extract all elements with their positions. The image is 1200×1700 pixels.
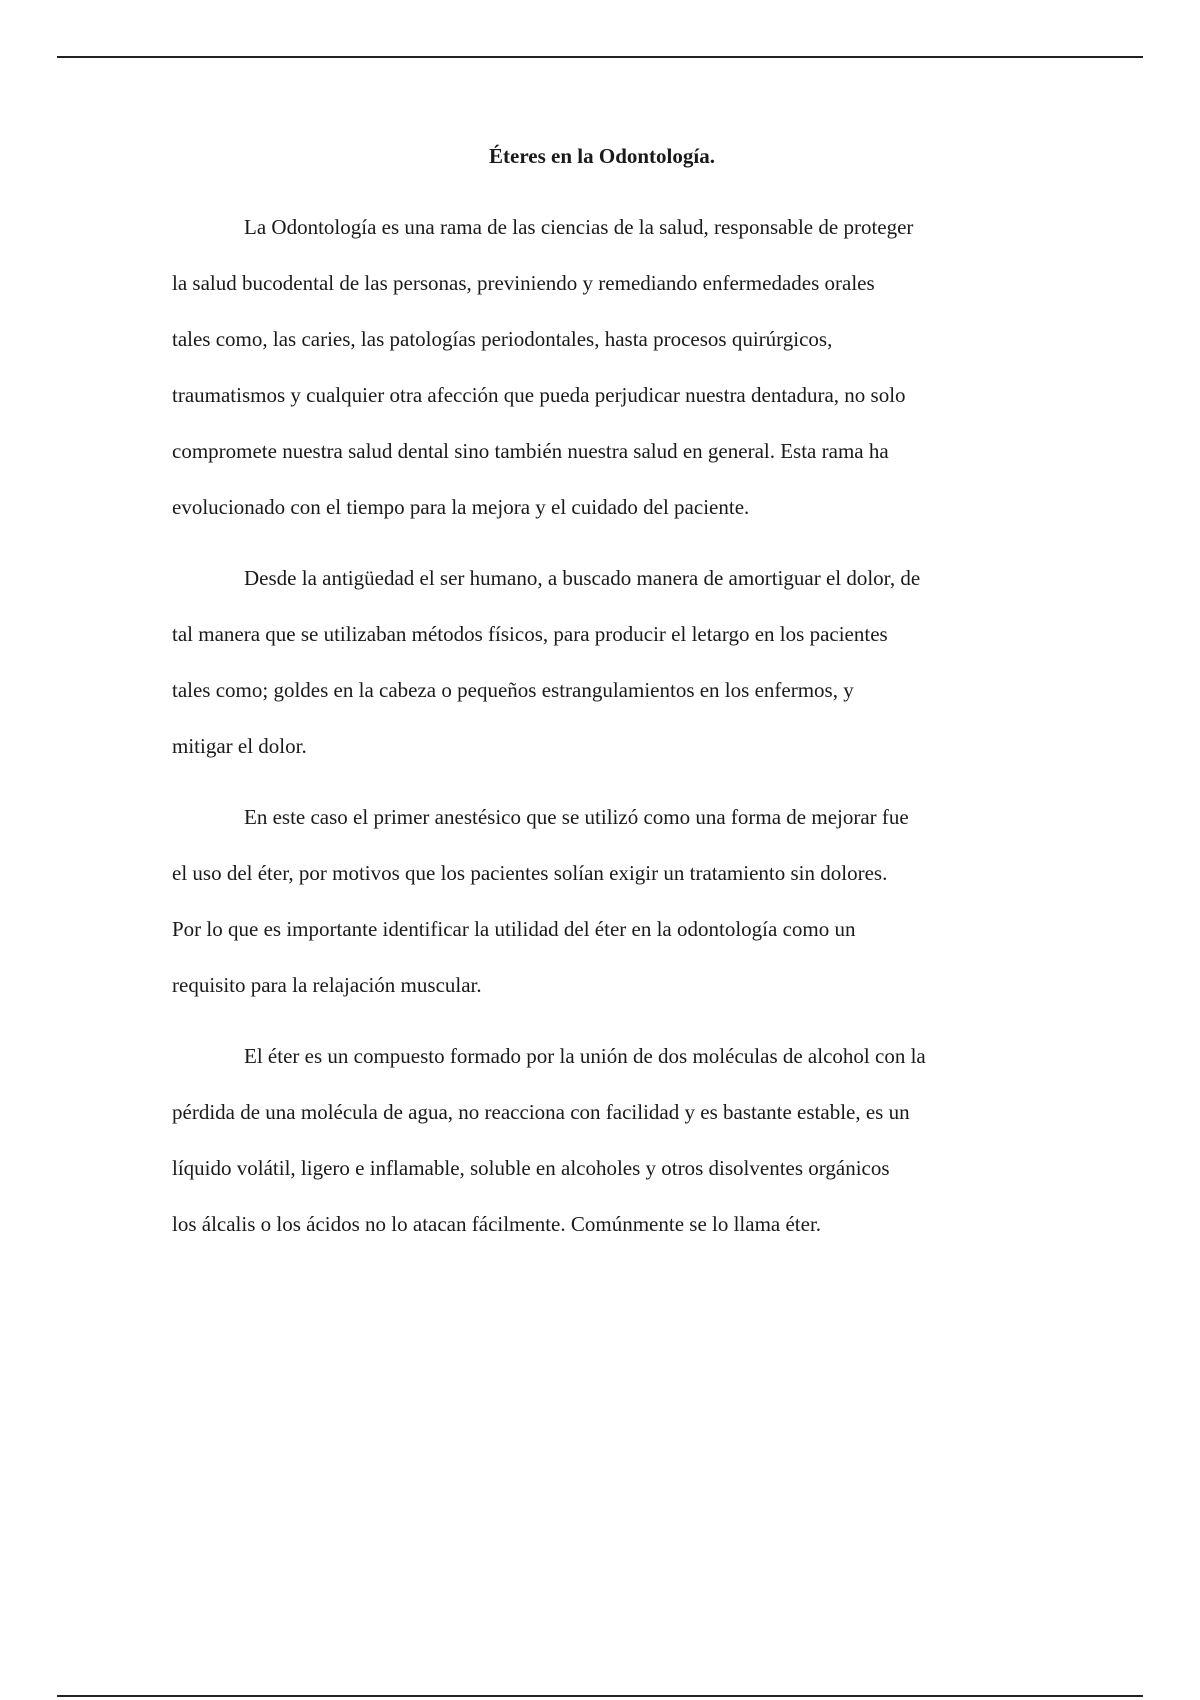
footer-rule bbox=[57, 1695, 1143, 1697]
paragraph-3 bbox=[172, 789, 1032, 1013]
text-line: tales como; goldes en la cabeza o pequeños estrangulamientos en los enfermos, y bbox=[172, 678, 854, 702]
text-line: traumatismos y cualquier otra afección que pueda perjudicar nuestra dentadura, no solo bbox=[172, 383, 906, 407]
text-line: Por lo que es importante identificar la utilidad del éter en la odontología como un bbox=[172, 917, 856, 941]
document-body bbox=[172, 138, 1032, 1267]
text-line: la salud bucodental de las personas, previniendo y remediando enfermedades orales bbox=[172, 271, 875, 295]
text-line: los álcalis o los ácidos no lo atacan fácilmente. Comúnmente se lo llama éter. bbox=[172, 1212, 822, 1236]
text-line: evolucionado con el tiempo para la mejora y el cuidado del paciente. bbox=[172, 495, 750, 519]
header-rule bbox=[57, 56, 1143, 58]
text-line: compromete nuestra salud dental sino también nuestra salud en general. Esta rama ha bbox=[172, 439, 889, 463]
text-line: mitigar el dolor. bbox=[172, 734, 307, 758]
text-line: Desde la antigüedad el ser humano, a buscado manera de amortiguar el dolor, de bbox=[244, 566, 921, 590]
paragraph-1 bbox=[172, 199, 1032, 535]
text-line: La Odontología es una rama de las ciencias de la salud, responsable de proteger bbox=[244, 215, 914, 239]
text-line: el uso del éter, por motivos que los pacientes solían exigir un tratamiento sin dolores. bbox=[172, 861, 888, 885]
text-line: En este caso el primer anestésico que se utilizó como una forma de mejorar fue bbox=[244, 805, 909, 829]
paragraph-2 bbox=[172, 550, 1032, 774]
text-line: El éter es un compuesto formado por la unión de dos moléculas de alcohol con la bbox=[244, 1044, 926, 1068]
text-line: tal manera que se utilizaban métodos físicos, para producir el letargo en los pacientes bbox=[172, 622, 888, 646]
paragraph-4 bbox=[172, 1028, 1032, 1252]
text-line: tales como, las caries, las patologías periodontales, hasta procesos quirúrgicos, bbox=[172, 327, 833, 351]
text-line: líquido volátil, ligero e inflamable, soluble en alcoholes y otros disolventes orgánicos bbox=[172, 1156, 890, 1180]
text-line: pérdida de una molécula de agua, no reacciona con facilidad y es bastante estable, es un bbox=[172, 1100, 910, 1124]
text-line: requisito para la relajación muscular. bbox=[172, 973, 482, 997]
document-title: Éteres en la Odontología. bbox=[489, 144, 715, 168]
